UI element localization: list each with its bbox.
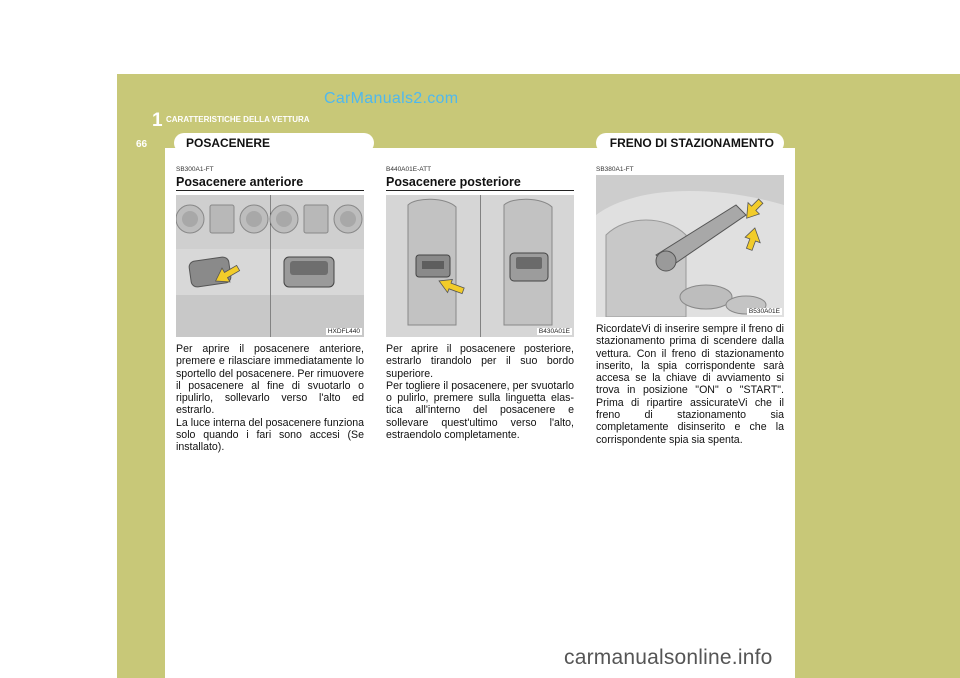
body-paragraph: Per aprire il posacenere anteriore, premere e rilasciare immediatamente lo sportello del posacenere. Per rimuovere il posacenere al fine di svuotarlo o ripulirlo, sollevarlo verso l'alto ed estrarlo. xyxy=(176,343,364,417)
section-tab-right xyxy=(596,133,784,153)
section-body xyxy=(596,323,784,446)
parking-brake-illustration xyxy=(596,175,784,317)
section-code: SB300A1-FT xyxy=(176,166,214,173)
watermark-top[interactable]: CarManuals2.com xyxy=(324,90,459,107)
front-ashtray-figure xyxy=(176,195,364,337)
column-parking-brake xyxy=(596,166,784,446)
section-title-left: POSACENERE xyxy=(186,136,271,150)
column-rear-ashtray xyxy=(386,166,574,441)
section-heading: Posacenere anteriore xyxy=(176,175,364,191)
column-front-ashtray xyxy=(176,166,364,454)
page-number: 66 xyxy=(136,139,148,150)
section-code: B440A01E-ATT xyxy=(386,166,432,173)
section-code: SB380A1-FT xyxy=(596,166,634,173)
watermark-bottom[interactable]: carmanualsonline.info xyxy=(564,646,773,669)
body-paragraph: La luce interna del posacenere funziona solo quando i fari sono accesi (Se installato). xyxy=(176,416,364,454)
rear-ashtray-figure xyxy=(386,195,574,337)
body-paragraph: Per aprire il posacenere posteriore, estrarlo tirandolo per il suo bordo superiore. xyxy=(386,343,574,380)
front-ashtray-illustration xyxy=(176,195,364,337)
chapter-number: 1 xyxy=(152,110,163,131)
body-paragraph: Per togliere il posacenere, per svuotarlo o pulirlo, premere sulla linguetta elas-tica all'interno del posacenere e sollevare quest'ultimo verso l'alto, estraendolo completamente. xyxy=(386,379,574,442)
section-title-right: FRENO DI STAZIONAMENTO xyxy=(609,136,774,150)
section-tab-left xyxy=(174,133,374,153)
section-body xyxy=(176,343,364,454)
figure-code: B430A01E xyxy=(538,328,570,335)
chapter-title: CARATTERISTICHE DELLA VETTURA xyxy=(166,115,310,124)
figure-code: B530A01E xyxy=(748,308,780,315)
rear-ashtray-illustration xyxy=(386,195,574,337)
section-body xyxy=(386,343,574,441)
parking-brake-figure xyxy=(596,175,784,317)
body-paragraph: RicordateVi di inserire sempre il freno di stazionamento prima di scendere dalla vettura. Con il freno di stazionamento inserito, la spia corrispondente sarà accesa se la chiave di avviamento si trova in posizione "ON" o "START". Prima di ripartire assicurateVi che il freno di stazionamento sia completamente disinserito e che la corrispondente spia sia spenta. xyxy=(596,323,784,446)
figure-code: HXDFL440 xyxy=(327,328,360,335)
section-heading: Posacenere posteriore xyxy=(386,175,574,191)
